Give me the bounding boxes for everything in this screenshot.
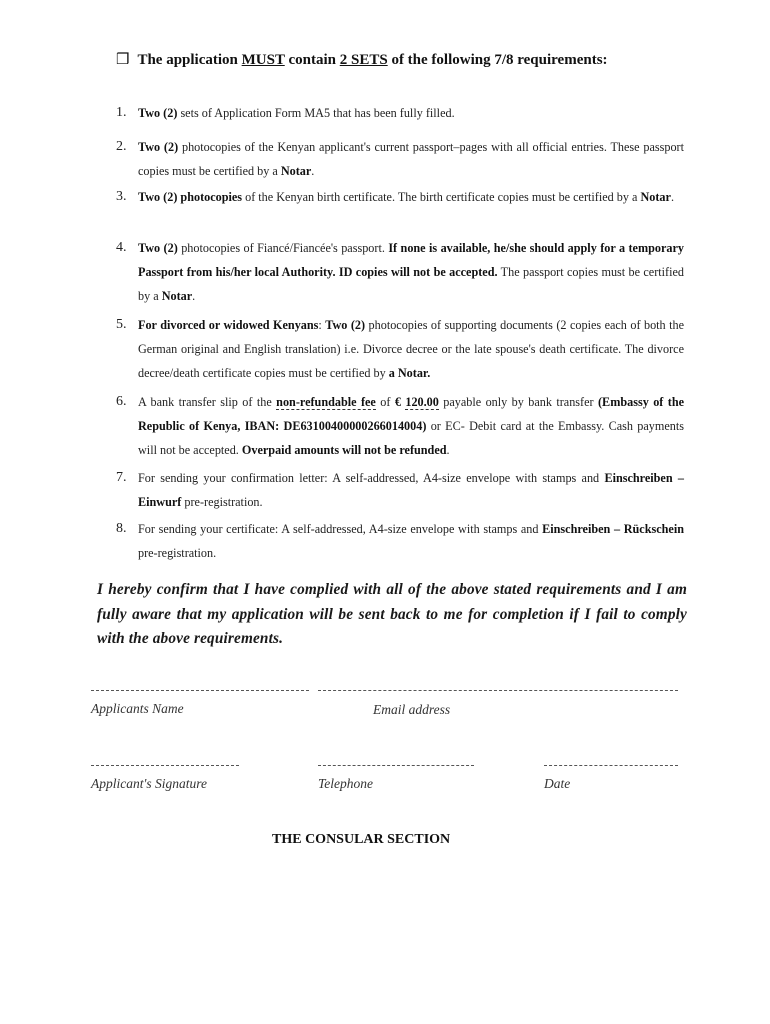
telephone-label: Telephone bbox=[318, 776, 373, 791]
telephone-line bbox=[318, 765, 474, 766]
requirement-item bbox=[116, 236, 684, 308]
requirements-heading: ❒ The application MUST contain 2 SETS of the following 7/8 requirements: bbox=[116, 52, 608, 68]
requirement-text: For sending your certificate: A self-addressed, A4-size envelope with stamps and Einschreiben – Rückschein pre-registration. bbox=[138, 522, 684, 560]
email-label: Email address bbox=[373, 702, 451, 717]
requirement-text: Two (2) photocopies of the Kenyan birth certificate. The birth certificate copies must be certified by a Notar. bbox=[138, 190, 674, 204]
confirmation-statement: I hereby confirm that I have complied with all of the above stated requirements and I am fully aware that my application will be sent back to me for completion if I fail to comply with the above requirements. bbox=[97, 581, 687, 647]
requirement-item bbox=[116, 101, 684, 125]
requirement-text: Two (2) photocopies of Fiancé/Fiancée's passport. If none is available, he/she should apply for a temporary Passport from his/her local Authority. ID copies will not be accepted. The passport copies must be certified by a Notar. bbox=[138, 241, 684, 303]
requirement-item bbox=[116, 313, 684, 385]
requirement-text: Two (2) photocopies of the Kenyan applicant's current passport–pages with all official entries. These passport copies must be certified by a Notar. bbox=[138, 140, 684, 178]
requirement-number: 7. bbox=[116, 470, 127, 485]
requirement-number: 4. bbox=[116, 240, 127, 255]
email-signature-line bbox=[318, 690, 678, 691]
sets-emphasis: 2 SETS bbox=[339, 52, 388, 68]
requirement-number: 8. bbox=[116, 521, 127, 536]
requirement-item bbox=[116, 466, 684, 514]
date-label: Date bbox=[544, 776, 571, 791]
requirement-text: For divorced or widowed Kenyans: Two (2) photocopies of supporting documents (2 copies each of both the German original and English translation) i.e. Divorce decree or the late spouse's death certificate. The divorce decree/death certificate copies must be certified by a Notar. bbox=[138, 318, 684, 380]
requirement-number: 1. bbox=[116, 105, 127, 120]
requirement-item bbox=[116, 390, 684, 462]
requirement-text: Two (2) sets of Application Form MA5 that has been fully filled. bbox=[138, 106, 455, 120]
requirement-text: A bank transfer slip of the non-refundable fee of € 120.00 payable only by bank transfer (Embassy of the Republic of Kenya, IBAN: DE63100400000266014004) or EC- Debit card at the Embassy. Cash payments will not be accepted. Overpaid amounts will not be refunded. bbox=[138, 395, 685, 457]
requirement-item bbox=[116, 185, 684, 209]
requirement-number: 3. bbox=[116, 189, 127, 204]
requirement-item bbox=[116, 517, 684, 565]
requirement-text: For sending your confirmation letter: A self-addressed, A4-size envelope with stamps and Einschreiben – Einwurf pre-registration. bbox=[138, 471, 684, 509]
consular-section-footer: THE CONSULAR SECTION bbox=[272, 832, 451, 847]
checkbox-bullet-icon: ❒ bbox=[116, 52, 130, 68]
requirement-item bbox=[116, 135, 684, 183]
name-signature-line bbox=[91, 690, 309, 691]
must-emphasis: MUST bbox=[241, 52, 285, 68]
signature-line bbox=[91, 765, 239, 766]
date-line bbox=[544, 765, 678, 766]
applicant-name-label: Applicants Name bbox=[91, 701, 184, 716]
requirement-number: 2. bbox=[116, 139, 127, 154]
applicant-signature-label: Applicant's Signature bbox=[91, 776, 208, 791]
requirement-number: 6. bbox=[116, 394, 127, 409]
requirement-number: 5. bbox=[116, 317, 127, 332]
